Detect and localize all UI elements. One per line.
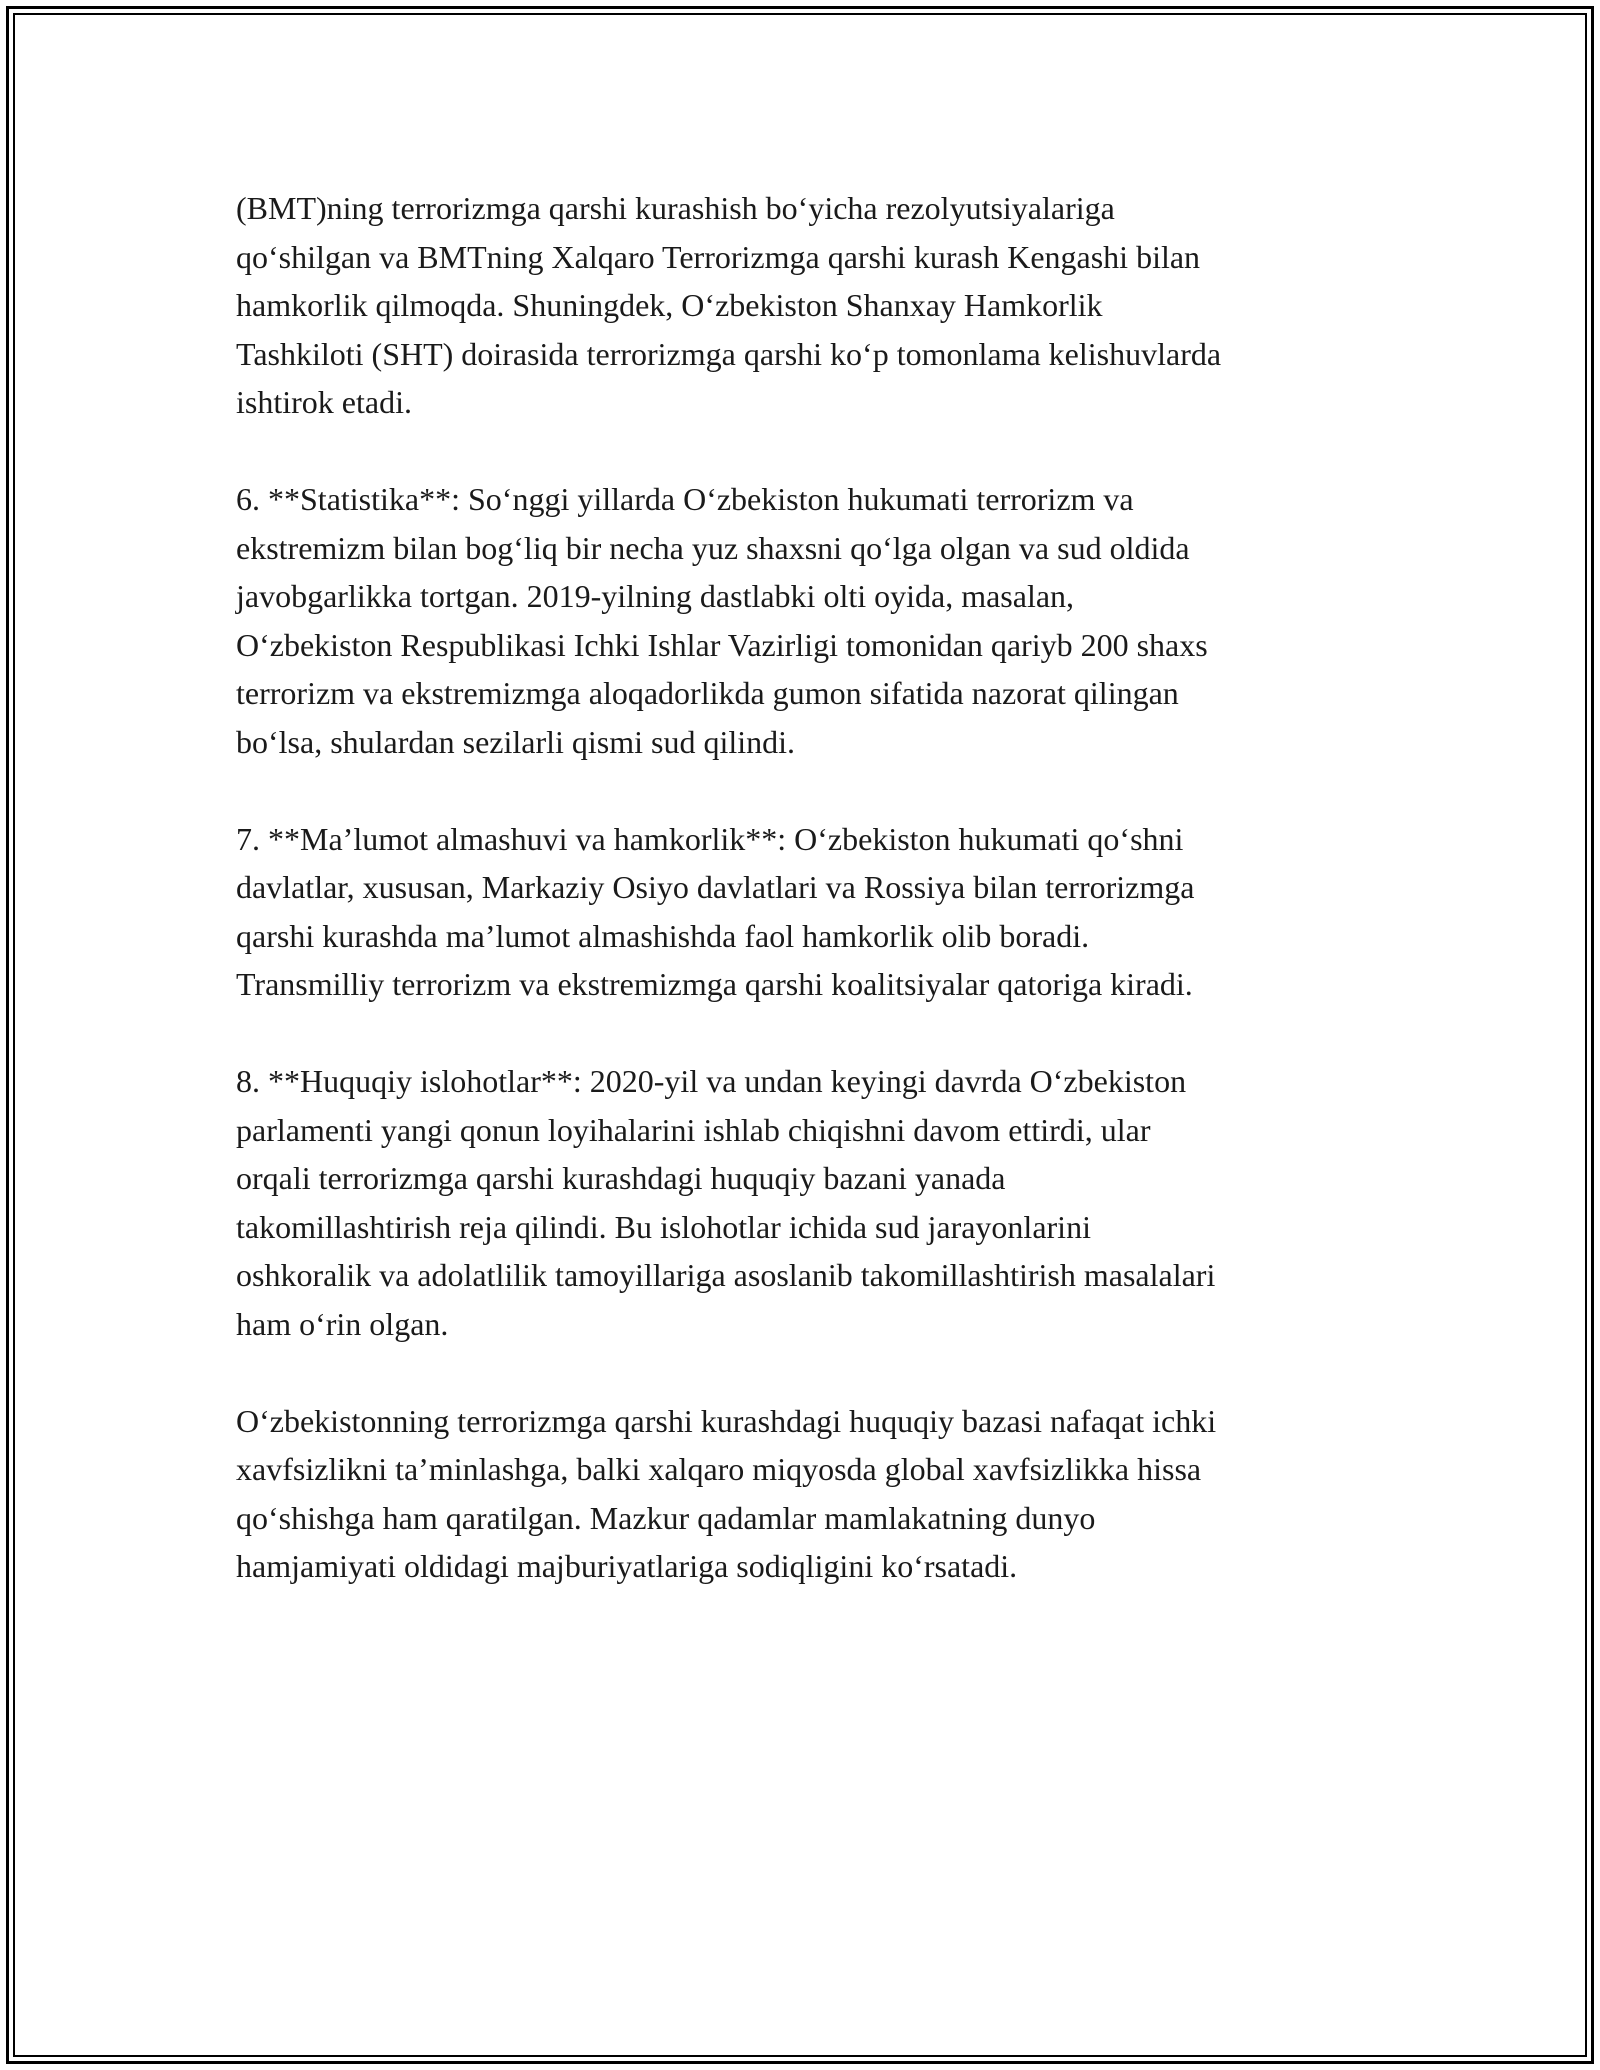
text-line: ekstremizm bilan bog‘liq bir necha yuz shaxsni qo‘lga olgan va sud oldida bbox=[236, 529, 1190, 566]
text-line: orqali terrorizmga qarshi kurashdagi huquqiy bazani yanada bbox=[236, 1160, 1006, 1196]
text-line: 7. **Ma’lumot almashuvi va hamkorlik**: O‘zbekiston hukumati qo‘shni bbox=[236, 820, 1184, 857]
text-line: qarshi kurashda ma’lumot almashishda faol hamkorlik olib boradi. bbox=[236, 917, 1090, 954]
text-line: parlamenti yangi qonun loyihalarini ishlab chiqishni davom ettirdi, ular bbox=[236, 1111, 1151, 1148]
text-line: qo‘shishga ham qaratilgan. Mazkur qadamlar mamlakatning dunyo bbox=[236, 1499, 1096, 1536]
paragraph-statistika bbox=[236, 475, 1386, 766]
text-line: O‘zbekiston Respublikasi Ichki Ishlar Vazirligi tomonidan qariyb 200 shaxs bbox=[236, 626, 1208, 663]
text-line: bo‘lsa, shulardan sezilarli qismi sud qilindi. bbox=[236, 723, 796, 760]
text-line: xavfsizlikni ta’minlashga, balki xalqaro miqyosda global xavfsizlikka hissa bbox=[236, 1451, 1202, 1487]
text-line: ishtirok etadi. bbox=[236, 384, 412, 420]
paragraph-malumot-almashuvi bbox=[236, 815, 1386, 1009]
text-line: ham o‘rin olgan. bbox=[236, 1305, 449, 1342]
text-line: O‘zbekistonning terrorizmga qarshi kurashdagi huquqiy bazasi nafaqat ichki bbox=[236, 1402, 1217, 1439]
text-line: hamkorlik qilmoqda. Shuningdek, O‘zbekiston Shanxay Hamkorlik bbox=[236, 287, 1103, 323]
text-line: javobgarlikka tortgan. 2019-yilning dastlabki olti oyida, masalan, bbox=[236, 578, 1075, 614]
text-line: (BMT)ning terrorizmga qarshi kurashish bo‘yicha rezolyutsiyalariga bbox=[236, 190, 1115, 226]
text-line: takomillashtirish reja qilindi. Bu islohotlar ichida sud jarayonlarini bbox=[236, 1208, 1091, 1245]
paragraph-bmt-cooperation bbox=[236, 184, 1386, 427]
paragraph-huquqiy-islohotlar bbox=[236, 1057, 1386, 1348]
text-line: 6. **Statistika**: So‘nggi yillarda O‘zbekiston hukumati terrorizm va bbox=[236, 481, 1134, 517]
text-line: davlatlar, xususan, Markaziy Osiyo davlatlari va Rossiya bilan terrorizmga bbox=[236, 869, 1195, 905]
text-line: oshkoralik va adolatlilik tamoyillariga asoslanib takomillashtirish masalalari bbox=[236, 1257, 1216, 1293]
text-line: Tashkiloti (SHT) doirasida terrorizmga qarshi ko‘p tomonlama kelishuvlarda bbox=[236, 335, 1222, 372]
paragraph-conclusion bbox=[236, 1397, 1386, 1591]
text-line: hamjamiyati oldidagi majburiyatlariga sodiqligini ko‘rsatadi. bbox=[236, 1548, 1018, 1584]
text-line: qo‘shilgan va BMTning Xalqaro Terrorizmga qarshi kurash Kengashi bilan bbox=[236, 238, 1201, 275]
text-line: terrorizm va ekstremizmga aloqadorlikda gumon sifatida nazorat qilingan bbox=[236, 675, 1179, 711]
text-line: Transmilliy terrorizm va ekstremizmga qarshi koalitsiyalar qatoriga kiradi. bbox=[236, 966, 1193, 1002]
text-line: 8. **Huquqiy islohotlar**: 2020-yil va undan keyingi davrda O‘zbekiston bbox=[236, 1063, 1187, 1099]
document-body bbox=[236, 184, 1386, 1639]
